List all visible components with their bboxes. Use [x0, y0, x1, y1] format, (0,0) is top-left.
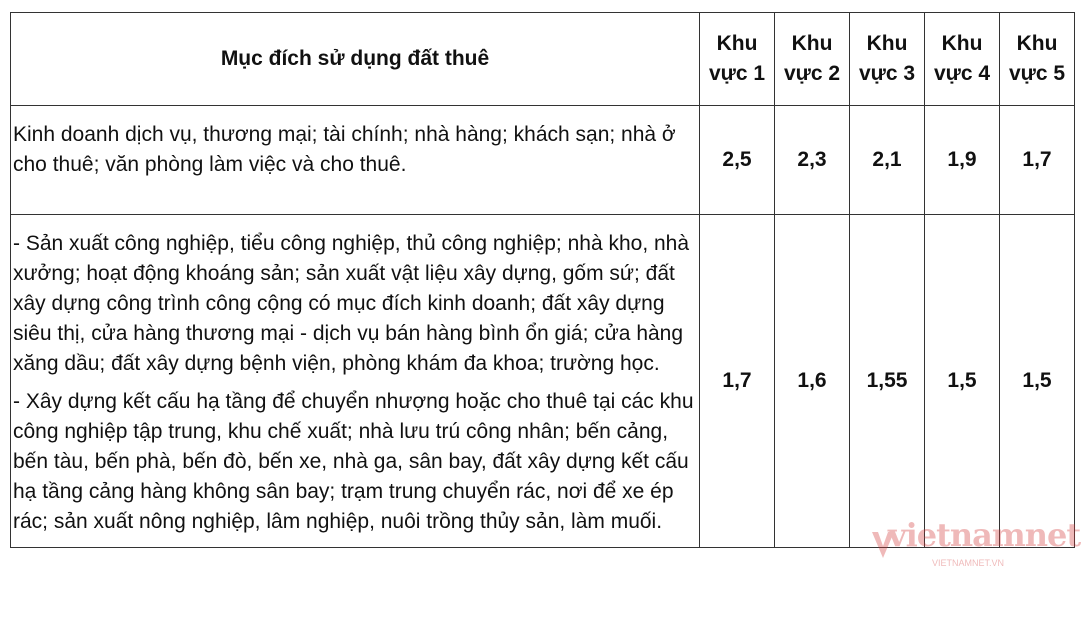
row-purpose-cell: [11, 215, 700, 548]
watermark-brand: vietnamnet: [888, 516, 1081, 554]
row-purpose-cell: [11, 106, 700, 215]
zone-number: vực 4: [933, 62, 991, 85]
header-row: [11, 13, 1075, 106]
zone-word: Khu: [1016, 32, 1058, 55]
coefficient-zone-2: 1,6: [775, 215, 850, 548]
coefficient-zone-3: 1,55: [850, 215, 925, 548]
header-zone-2: [775, 13, 850, 106]
zone-number: vực 2: [783, 62, 841, 85]
zone-number: vực 5: [1008, 62, 1066, 85]
coefficient-zone-4: 1,5: [925, 215, 1000, 548]
zone-number: vực 3: [858, 62, 916, 85]
header-zone-1: [700, 13, 775, 106]
zone-word: Khu: [941, 32, 983, 55]
header-purpose: Mục đích sử dụng đất thuê: [11, 13, 700, 106]
coefficient-zone-4: 1,9: [925, 106, 1000, 215]
zone-word: Khu: [866, 32, 908, 55]
coefficient-zone-2: 2,3: [775, 106, 850, 215]
header-zone-4: [925, 13, 1000, 106]
coefficient-zone-3: 2,1: [850, 106, 925, 215]
zone-word: Khu: [791, 32, 833, 55]
watermark-domain: VIETNAMNET.VN: [932, 558, 1005, 568]
zone-word: Khu: [716, 32, 758, 55]
header-zone-3: [850, 13, 925, 106]
coefficient-zone-5: 1,7: [1000, 106, 1075, 215]
table-row: [11, 106, 1075, 215]
header-zone-5: [1000, 13, 1075, 106]
purpose-text: Kinh doanh dịch vụ, thương mại; tài chính; nhà hàng; khách sạn; nhà ở cho thuê; văn phòng làm việc và cho thuê.: [13, 123, 676, 176]
purpose-text: - Sản xuất công nghiệp, tiểu công nghiệp, thủ công nghiệp; nhà kho, nhà xưởng; hoạt động khoáng sản; sản xuất vật liệu xây dựng, gốm sứ; đất xây dựng công trình công cộng có mục đích kinh doanh; đất xây dựng siêu thị, cửa hàng thương mại - dịch vụ bán hàng bình ổn giá; cửa hàng xăng dầu; đất xây dựng bệnh viện, phòng khám đa khoa; trường học.: [13, 232, 690, 375]
land-rent-table: [10, 12, 1075, 548]
purpose-text: - Xây dựng kết cấu hạ tầng để chuyển nhượng hoặc cho thuê tại các khu công nghiệp tập trung, khu chế xuất; nhà lưu trú công nhân; bến cảng, bến tàu, bến phà, bến đò, bến xe, nhà ga, sân bay, đất xây dựng kết cấu hạ tầng cảng hàng không sân bay; trạm trung chuyển rác, nơi để xe ép rác; sản xuất nông nghiệp, lâm nghiệp, nuôi trồng thủy sản, làm muối.: [13, 390, 694, 533]
coefficient-zone-5: 1,5: [1000, 215, 1075, 548]
zone-number: vực 1: [708, 62, 766, 85]
table-row: [11, 215, 1075, 548]
coefficient-zone-1: 2,5: [700, 106, 775, 215]
coefficient-zone-1: 1,7: [700, 215, 775, 548]
vietnamnet-watermark: [870, 514, 1081, 574]
